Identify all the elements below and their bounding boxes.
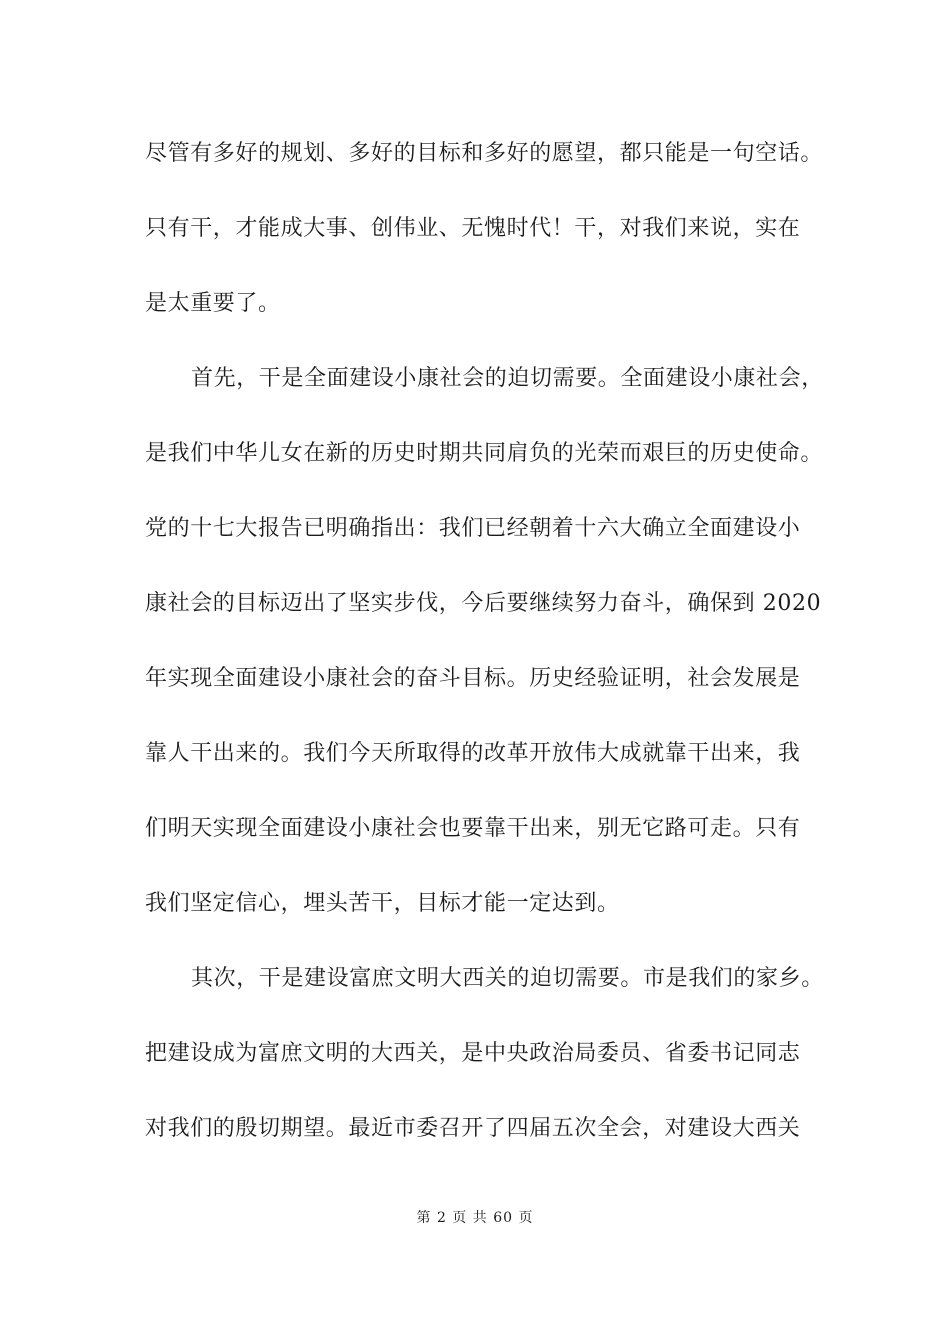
text-line-1: 尽管有多好的规划、多好的目标和多好的愿望，都只能是一句空话。 xyxy=(145,141,824,166)
text-line-11: 我们坚定信心，埋头苦干，目标才能一定达到。 xyxy=(145,891,620,916)
text-line-6: 党的十七大报告已明确指出：我们已经朝着十六大确立全面建设小 xyxy=(145,516,801,541)
text-line-14: 对我们的殷切期望。最近市委召开了四届五次全会，对建设大西关 xyxy=(145,1116,801,1141)
page-number-footer: 第 2 页 共 60 页 xyxy=(416,1210,534,1226)
text-line-10: 们明天实现全面建设小康社会也要靠干出来，别无它路可走。只有 xyxy=(145,816,801,841)
text-line-8: 年实现全面建设小康社会的奋斗目标。历史经验证明，社会发展是 xyxy=(145,666,801,691)
text-line-4: 首先，干是全面建设小康社会的迫切需要。全面建设小康社会， xyxy=(191,366,824,391)
text-line-3: 是太重要了。 xyxy=(145,291,281,316)
text-line-12: 其次，干是建设富庶文明大西关的迫切需要。市是我们的家乡。 xyxy=(191,966,824,991)
text-line-13: 把建设成为富庶文明的大西关，是中央政治局委员、省委书记同志 xyxy=(145,1041,801,1066)
text-line-9: 靠人干出来的。我们今天所取得的改革开放伟大成就靠干出来，我 xyxy=(145,741,801,766)
text-line-7: 康社会的目标迈出了坚实步伐，今后要继续努力奋斗，确保到 2020 xyxy=(145,591,822,616)
text-line-2: 只有干，才能成大事、创伟业、无愧时代！干，对我们来说，实在 xyxy=(145,216,801,241)
text-line-5: 是我们中华儿女在新的历史时期共同肩负的光荣而艰巨的历史使命。 xyxy=(145,441,824,466)
